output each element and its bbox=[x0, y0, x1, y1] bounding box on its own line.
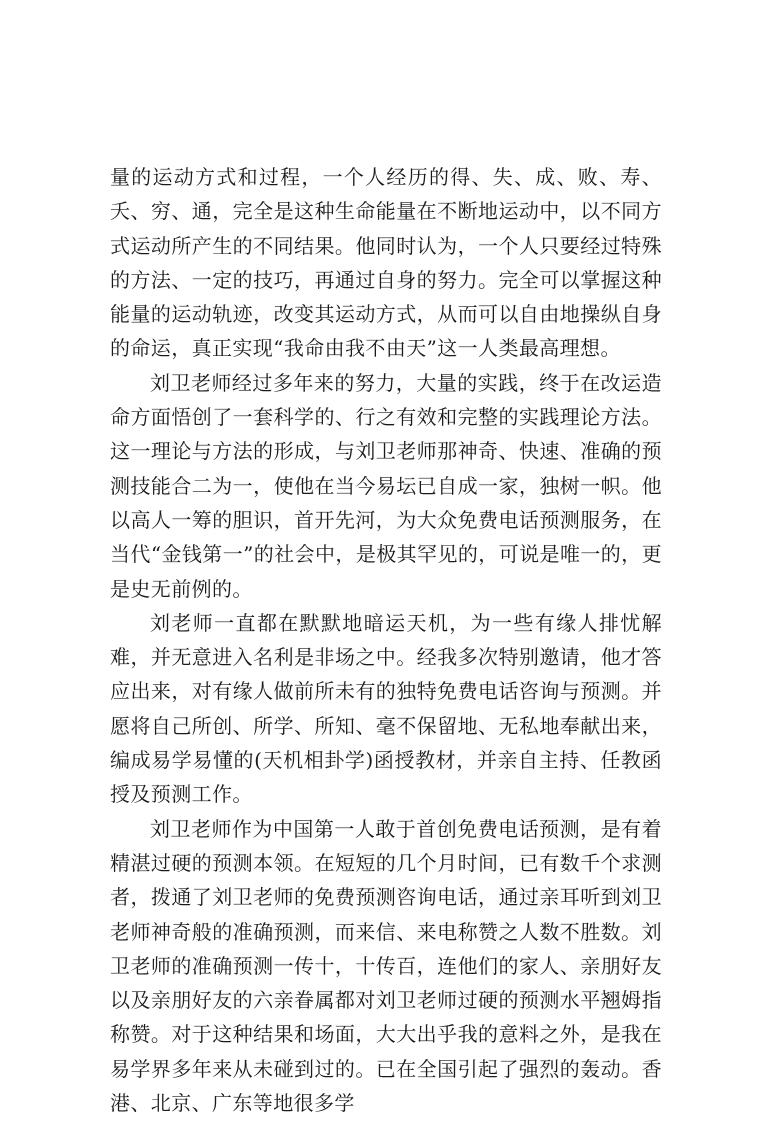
body-text bbox=[110, 160, 662, 1120]
paragraph: 刘老师一直都在默默地暗运天机，为一些有缘人排忧解难，并无意进入名利是非场之中。经我多次特别邀请，他才答应出来，对有缘人做前所未有的独特免费电话咨询与预测。并愿将自己所创、所学、所知、毫不保留地、无私地奉献出来，编成易学易懂的(天机相卦学)函授教材，并亲自主持、任教函授及预测工作。 bbox=[110, 610, 662, 807]
paragraph: 刘卫老师经过多年来的努力，大量的实践，终于在改运造命方面悟创了一套科学的、行之有效和完整的实践理论方法。这一理论与方法的形成，与刘卫老师那神奇、快速、准确的预测技能合二为一，使他在当今易坛已自成一家，独树一帜。他以高人一筹的胆识，首开先河，为大众免费电话预测服务，在当代“金钱第一”的社会中，是极其罕见的，可说是唯一的，更是史无前例的。 bbox=[110, 370, 662, 601]
paragraph: 刘卫老师作为中国第一人敢于首创免费电话预测，是有着精湛过硬的预测本领。在短短的几个月时间，已有数千个求测者，拨通了刘卫老师的免费预测咨询电话，通过亲耳听到刘卫老师神奇般的准确预测，而来信、来电称赞之人数不胜数。刘卫老师的准确预测一传十，十传百，连他们的家人、亲朋好友以及亲朋好友的六亲眷属都对刘卫老师过硬的预测水平翘姆指称赞。对于这种结果和场面，大大出乎我的意料之外，是我在易学界多年来从未碰到过的。已在全国引起了强烈的轰动。香港、北京、广东等地很多学 bbox=[110, 816, 662, 1116]
paragraph-continuation: 量的运动方式和过程，一个人经历的得、失、成、败、寿、夭、穷、通，完全是这种生命能量在不断地运动中，以不同方式运动所产生的不同结果。他同时认为，一个人只要经过特殊的方法、一定的技巧，再通过自身的努力。完全可以掌握这种能量的运动轨迹，改变其运动方式，从而可以自由地操纵自身的命运，真正实现“我命由我不由天”这一人类最高理想。 bbox=[110, 165, 662, 361]
